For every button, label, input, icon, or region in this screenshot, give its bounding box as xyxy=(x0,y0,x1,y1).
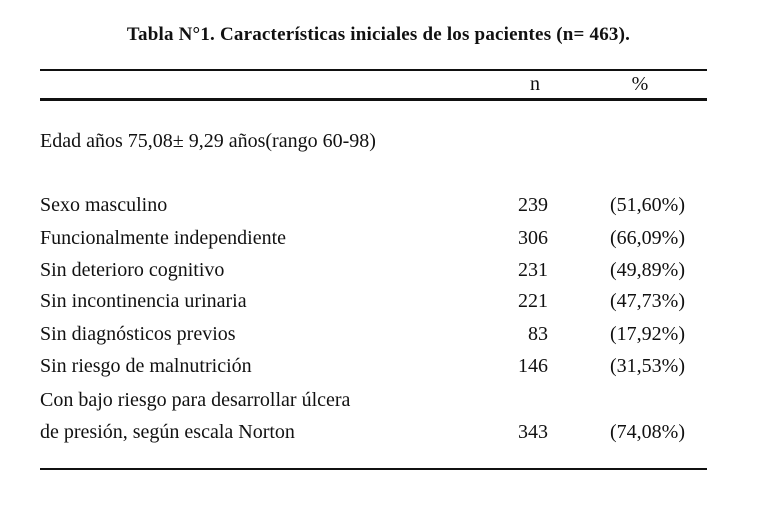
row-label: Sin diagnósticos previos xyxy=(40,323,236,345)
row-label: Funcionalmente independiente xyxy=(40,227,287,249)
row-percent: (66,09%) xyxy=(610,227,685,249)
row-percent: (47,73%) xyxy=(610,290,685,312)
row-label: Sin incontinencia urinaria xyxy=(40,290,247,312)
table-row-norton-line1 xyxy=(40,389,707,419)
row-label: Sin riesgo de malnutrición xyxy=(40,355,252,377)
column-header-percent: % xyxy=(631,73,649,95)
row-n: 343 xyxy=(518,421,548,443)
row-percent: (74,08%) xyxy=(610,421,685,443)
bottom-rule xyxy=(40,468,707,470)
table-row-norton xyxy=(40,421,707,451)
table-row xyxy=(40,194,707,224)
header-rule xyxy=(40,98,707,101)
row-label: Sexo masculino xyxy=(40,194,168,216)
row-label: Con bajo riesgo para desarrollar úlcera xyxy=(40,389,351,411)
row-n: 221 xyxy=(518,290,548,312)
table-row xyxy=(40,323,707,353)
table-caption: Tabla N°1. Características iniciales de los pacientes (n= 463). xyxy=(126,24,631,45)
row-percent: (17,92%) xyxy=(610,323,685,345)
row-percent: (51,60%) xyxy=(610,194,685,216)
row-n: 239 xyxy=(518,194,548,216)
row-label: de presión, según escala Norton xyxy=(40,421,295,443)
table-row xyxy=(40,355,707,385)
age-line: Edad años 75,08± 9,29 años(rango 60-98) xyxy=(40,130,376,152)
table-row xyxy=(40,290,707,320)
row-label: Sin deterioro cognitivo xyxy=(40,259,225,281)
table-row xyxy=(40,259,707,289)
row-n: 231 xyxy=(518,259,548,281)
row-n: 146 xyxy=(518,355,548,377)
row-percent: (31,53%) xyxy=(610,355,685,377)
row-percent: (49,89%) xyxy=(610,259,685,281)
row-n: 306 xyxy=(518,227,548,249)
table-row xyxy=(40,227,707,257)
column-header-n: n xyxy=(530,73,540,95)
top-rule xyxy=(40,69,707,71)
row-n: 83 xyxy=(528,323,548,345)
